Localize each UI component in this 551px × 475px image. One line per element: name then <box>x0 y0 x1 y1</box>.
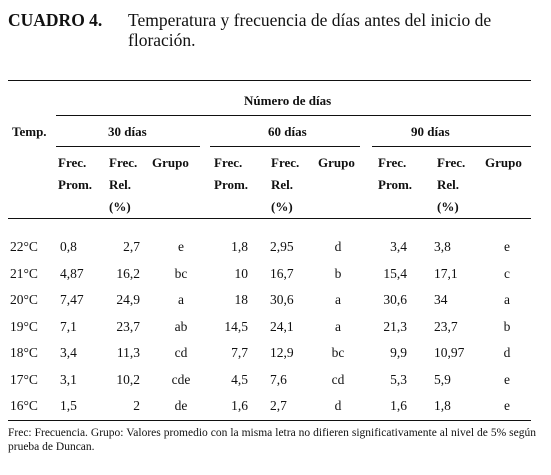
table-cell: a <box>335 292 341 307</box>
table-cell: e <box>178 239 184 254</box>
table-cell: 10,2 <box>116 371 140 387</box>
table-cell: 16,7 <box>270 265 294 281</box>
table-cell: 10 <box>234 265 248 281</box>
table-cell: 1,8 <box>231 239 248 254</box>
row-temperature: 21°C <box>10 265 38 281</box>
subheader-grupo-90: Grupo <box>485 155 522 170</box>
table-cell: d <box>334 239 342 254</box>
table-cell: 3,4 <box>60 345 77 360</box>
period-header-90: 90 días <box>411 124 450 139</box>
table-cell: a <box>178 292 184 307</box>
period-30-rule <box>56 146 200 147</box>
period-60-rule <box>210 146 360 147</box>
table-cell: e <box>504 398 510 413</box>
table-cell: 5,3 <box>390 371 407 387</box>
table-cell: 17,1 <box>434 265 458 281</box>
period-header-60: 60 días <box>268 124 307 139</box>
table-cell: 3,4 <box>390 239 407 254</box>
caption-title: Temperatura y frecuencia de días antes del inicio de floración. <box>128 10 492 50</box>
table-cell: 30,6 <box>383 292 407 307</box>
table-cell: 34 <box>434 292 448 307</box>
table-cell: 2,7 <box>270 398 287 413</box>
table-cell: 7,47 <box>60 292 84 307</box>
row-temperature: 19°C <box>10 318 38 334</box>
table-cell: 3,1 <box>60 371 77 387</box>
table-cell: cd <box>331 371 345 387</box>
table-cell: 4,87 <box>60 265 84 281</box>
subheader-frec-rel-90: Frec. Rel. (%) <box>437 155 466 214</box>
table-cell: 23,7 <box>434 318 458 334</box>
table-cell: b <box>503 318 511 334</box>
table-cell: 1,6 <box>390 398 407 413</box>
table-cell: 14,5 <box>224 318 248 334</box>
table-cell: 0,8 <box>60 239 77 254</box>
table-cell: e <box>504 239 510 254</box>
table-cell: c <box>504 265 510 281</box>
table-cell: d <box>503 345 511 360</box>
table-cell: 24,1 <box>270 318 294 334</box>
table-cell: 18 <box>234 292 248 307</box>
table-cell: 7,1 <box>60 318 77 334</box>
subheader-frec-prom-90: Frec. Prom. <box>378 155 413 192</box>
table-cell: 7,6 <box>270 371 287 387</box>
table-cell: 1,6 <box>231 398 248 413</box>
table-cell: bc <box>174 265 188 281</box>
table-cell: 1,8 <box>434 398 451 413</box>
table-cell: e <box>504 371 510 387</box>
table-bottom-rule <box>8 420 531 421</box>
table-cell: 15,4 <box>383 265 407 281</box>
table-cell: 5,9 <box>434 371 451 387</box>
table-cell: 30,6 <box>270 292 294 307</box>
table-cell: 10,97 <box>434 345 465 360</box>
caption-label: CUADRO 4. <box>8 10 103 30</box>
row-temperature: 16°C <box>10 398 38 413</box>
table-cell: cde <box>171 371 191 387</box>
table-top-rule <box>8 80 531 81</box>
subheader-frec-prom-30: Frec. Prom. <box>58 155 93 192</box>
period-90-rule <box>372 146 531 147</box>
group-header-rule <box>56 115 531 116</box>
table-cell: bc <box>331 345 345 360</box>
subheader-grupo-60: Grupo <box>318 155 355 170</box>
table-cell: 2 <box>133 398 140 413</box>
table-cell: 11,3 <box>116 345 140 360</box>
row-temperature: 22°C <box>10 239 38 254</box>
table-cell: a <box>335 318 341 334</box>
table-cell: 1,5 <box>60 398 77 413</box>
subheader-grupo-30: Grupo <box>152 155 189 170</box>
period-header-30: 30 días <box>108 124 147 139</box>
table-cell: cd <box>174 345 188 360</box>
table-cell: 4,5 <box>231 371 248 387</box>
table-cell: ab <box>174 318 188 334</box>
table-cell: d <box>334 398 342 413</box>
table-cell: 24,9 <box>116 292 140 307</box>
group-header: Número de días <box>244 93 332 108</box>
subheader-frec-prom-60: Frec. Prom. <box>214 155 249 192</box>
table-cell: b <box>334 265 342 281</box>
table-cell: 21,3 <box>383 318 407 334</box>
table-cell: 3,8 <box>434 239 451 254</box>
table-cell: 7,7 <box>231 345 248 360</box>
temp-column-header: Temp. <box>12 124 47 139</box>
table-cell: a <box>504 292 510 307</box>
table-cell: 23,7 <box>116 318 140 334</box>
table-footnote: Frec: Frecuencia. Grupo: Valores promedio con la misma letra no difieren significativamente al nivel de 5% según prueba de Duncan. <box>8 427 536 453</box>
row-temperature: 17°C <box>10 371 38 387</box>
header-bottom-rule <box>8 218 531 219</box>
table-cell: de <box>174 398 188 413</box>
table-cell: 2,7 <box>123 239 140 254</box>
table-cell: 16,2 <box>116 265 140 281</box>
row-temperature: 18°C <box>10 345 38 360</box>
table-cell: 12,9 <box>270 345 294 360</box>
subheader-frec-rel-30: Frec. Rel. (%) <box>109 155 138 214</box>
row-temperature: 20°C <box>10 292 38 307</box>
table-cell: 2,95 <box>270 239 294 254</box>
subheader-frec-rel-60: Frec. Rel. (%) <box>271 155 300 214</box>
table-cell: 9,9 <box>390 345 407 360</box>
